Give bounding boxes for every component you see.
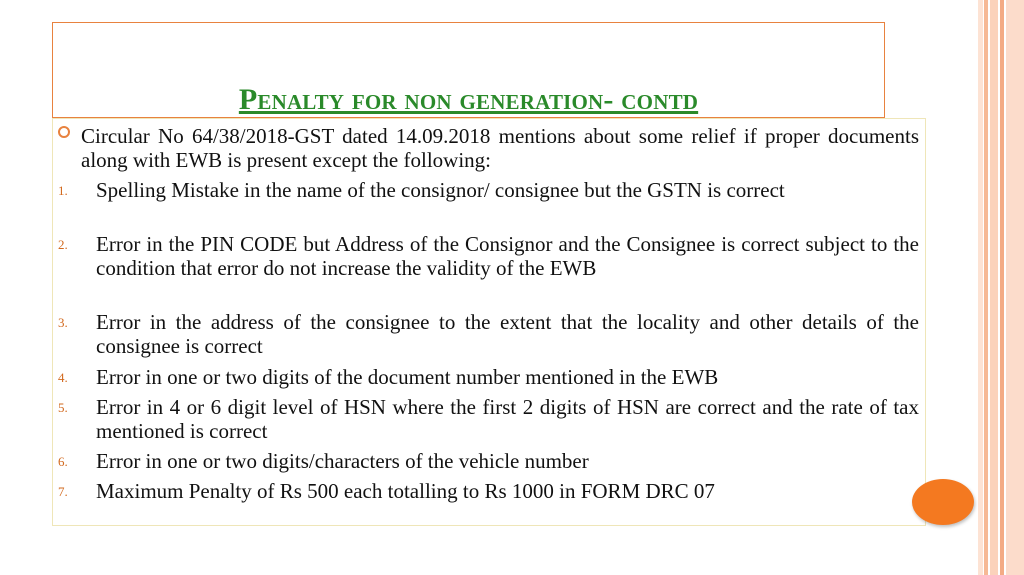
title-box bbox=[52, 22, 885, 118]
list-item-text: Spelling Mistake in the name of the consignor/ consignee but the GSTN is correct bbox=[96, 178, 785, 202]
intro-paragraph: Circular No 64/38/2018-GST dated 14.09.2018 mentions about some relief if proper documents along with EWB is present except the following: bbox=[81, 124, 919, 172]
list-item-number: 4. bbox=[58, 370, 68, 385]
list-item-number: 6. bbox=[58, 454, 68, 469]
list-item-number: 1. bbox=[58, 183, 68, 198]
list-item-text: Error in one or two digits/characters of the vehicle number bbox=[96, 449, 589, 473]
list-item-text: Error in 4 or 6 digit level of HSN where the first 2 digits of HSN are correct and the rate of tax mentioned is correct bbox=[96, 395, 919, 443]
list-item-text: Error in one or two digits of the document number mentioned in the EWB bbox=[96, 365, 719, 389]
list-item-number: 3. bbox=[58, 315, 68, 330]
list-item-text: Error in the address of the consignee to the extent that the locality and other details of the consignee is correct bbox=[96, 310, 919, 358]
slide-title: Penalty for non generation- contd bbox=[238, 83, 699, 116]
decorative-side-stripes bbox=[978, 0, 1024, 575]
list-item-number: 2. bbox=[58, 237, 68, 252]
list-item-text: Maximum Penalty of Rs 500 each totalling to Rs 1000 in FORM DRC 07 bbox=[96, 479, 715, 503]
list-item-number: 7. bbox=[58, 484, 68, 499]
decorative-orange-circle bbox=[912, 479, 974, 525]
list-item-text: Error in the PIN CODE but Address of the Consignor and the Consignee is correct subject to the condition that error do not increase the validity of the EWB bbox=[96, 232, 919, 280]
list-item-number: 5. bbox=[58, 400, 68, 415]
circle-bullet-icon bbox=[58, 126, 70, 138]
